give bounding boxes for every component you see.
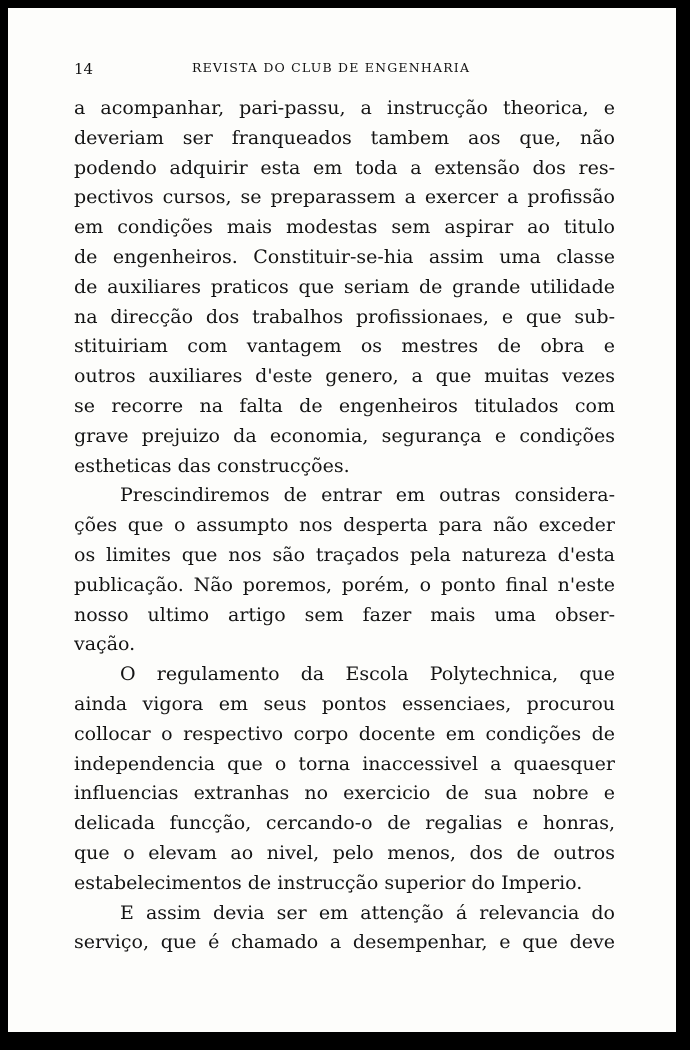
text-line: estheticas das construcções. [74,454,350,477]
paragraph-4 [74,899,615,959]
paragraph-3 [74,660,615,898]
text-line: a acompanhar, pari-passu, a instrucção theorica, e [74,97,615,119]
text-line: de engenheiros. Constituir-se-hia assim uma classe [74,245,615,268]
text-line: stituiriam com vantagem os mestres de obra e [74,335,615,358]
text-line: vação. [74,633,136,656]
text-line: ainda vigora em seus pontos essenciaes, procurou [74,692,615,715]
text-line: deveriam ser franqueados tambem aos que, não [74,126,615,149]
text-line: na direcção dos trabalhos profissionaes, e que sub- [74,305,615,328]
text-line: Prescindiremos de entrar em outras considera- [120,484,615,507]
body-text [74,94,615,958]
text-line: independencia que o torna inaccessivel a quaesquer [74,752,615,775]
running-title: REVISTA DO CLUB DE ENGENHARIA [192,60,471,75]
text-line: que o elevam ao nivel, pelo menos, dos de outros [74,841,615,864]
text-line: nosso ultimo artigo sem fazer mais uma obser- [74,603,615,626]
text-line: collocar o respectivo corpo docente em condições de [74,722,615,745]
text-line: podendo adquirir esta em toda a extensão dos res- [74,156,615,179]
text-line: ções que o assumpto nos desperta para não exceder [74,514,615,537]
text-line: de auxiliares praticos que seriam de grande utilidade [74,275,615,298]
text-line: pectivos cursos, se preparassem a exercer a profissão [74,186,615,209]
text-line: influencias extranhas no exercicio de sua nobre e [74,782,615,805]
page-header [74,58,614,80]
paragraph-1 [74,94,615,481]
text-line: estabelecimentos de instrucção superior do Imperio. [74,871,583,894]
paragraph-2 [74,481,615,660]
text-line: E assim devia ser em attenção á relevancia do [120,901,615,924]
text-line: delicada funcção, cercando-o de regalias e honras, [74,812,615,835]
text-line: se recorre na falta de engenheiros titulados com [74,394,615,417]
text-line: os limites que nos são traçados pela natureza d'esta [74,543,615,566]
text-line: serviço, que é chamado a desempenhar, e que deve [74,931,615,954]
text-line: O regulamento da Escola Polytechnica, que [120,663,615,686]
text-line: grave prejuizo da economia, segurança e condições [74,424,615,447]
page-number: 14 [74,60,94,78]
text-line: publicação. Não poremos, porém, o ponto final n'este [74,573,615,596]
book-page [8,8,676,1032]
text-line: outros auxiliares d'este genero, a que muitas vezes [74,365,615,388]
text-line: em condições mais modestas sem aspirar ao titulo [74,216,615,239]
